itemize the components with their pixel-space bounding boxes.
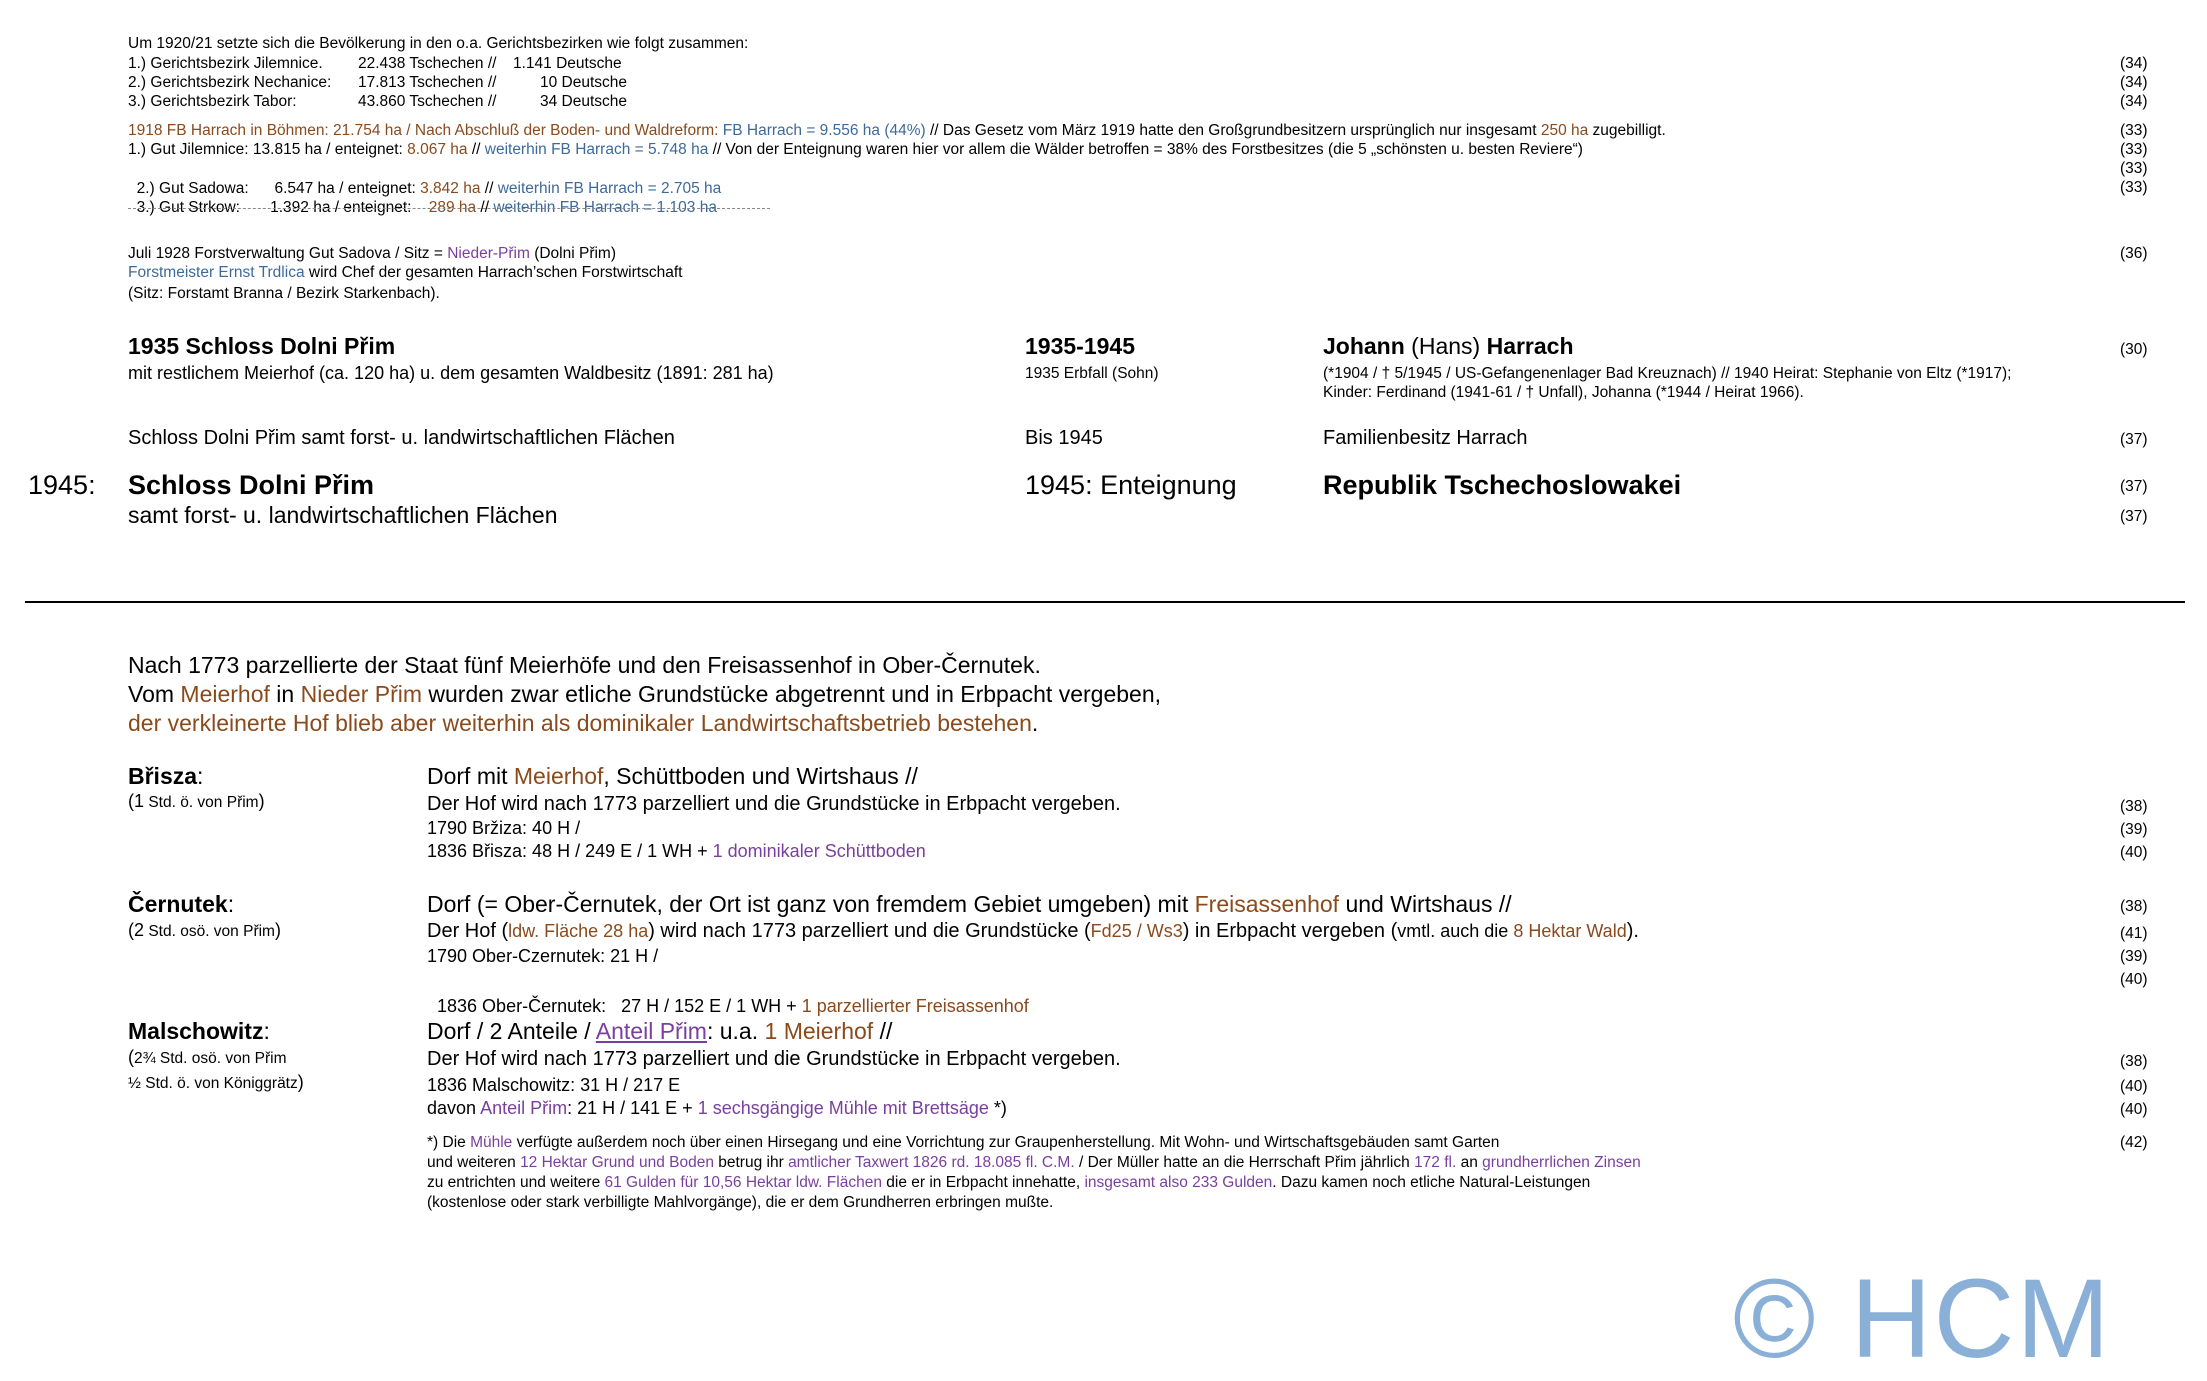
- years-1935-1945: 1935-1945: [1025, 333, 1135, 359]
- row3-event: 1945: Enteignung: [1025, 470, 1237, 500]
- ref: (38): [2120, 798, 2148, 815]
- ref: (39): [2120, 821, 2148, 838]
- fb-line: 1918 FB Harrach in Böhmen: 21.754 ha / Nach Abschluß der Boden- und Waldreform: FB Harrach = 9.556 ha (44%) // Das Gesetz vom März 1919 hatte den Großgrundbesitzern ursprünglich nur insgesamt 250 ha zugebilligt.: [128, 122, 1666, 139]
- horizontal-divider: [25, 601, 2185, 603]
- brisza-line-4: 1836 Břisza: 48 H / 249 E / 1 WH + 1 dominikaler Schüttboden: [427, 841, 926, 861]
- pop-row-3: [128, 92, 628, 112]
- cernutek-headline: Dorf (= Ober-Černutek, der Ort ist ganz von fremdem Gebiet umgeben) mit Freisassenhof und Wirtshaus //: [427, 891, 1512, 917]
- pop-deutsche: 34 Deutsche: [540, 93, 628, 110]
- gut-row-3: 3.) Gut Strkow: 1.392 ha / enteignet: 289 ha // weiterhin FB Harrach = 1.103 ha: [136, 198, 717, 216]
- gut-row-2: 2.) Gut Sadowa: 6.547 ha / enteignet: 3.842 ha // weiterhin FB Harrach = 2.705 ha: [136, 179, 722, 197]
- cernutek-distance: (2 Std. osö. von Přim): [128, 920, 281, 940]
- cernutek-line-2: Der Hof (ldw. Fläche 28 ha) wird nach 1773 parzelliert und die Grundstücke (Fd25 / Ws3) in Erbpacht vergeben (vmtl. auch die 8 Hektar Wald).: [427, 920, 1639, 942]
- place-cernutek: Černutek:: [128, 891, 235, 917]
- row3-property: Schloss Dolni Přim: [128, 470, 375, 500]
- ref: (33): [2120, 179, 2148, 196]
- brisza-distance: (1 Std. ö. von Přim): [128, 791, 265, 811]
- ref: (34): [2120, 55, 2148, 72]
- row2-property: Schloss Dolni Přim samt forst- u. landwirtschaftlichen Flächen: [128, 427, 675, 449]
- cernutek-line-3: 1790 Ober-Czernutek: 21 H /: [427, 946, 659, 966]
- erbfall: 1935 Erbfall (Sohn): [1025, 365, 1159, 382]
- ref: (40): [2120, 844, 2148, 861]
- ref: (37): [2120, 508, 2148, 525]
- malsch-line-4: davon Anteil Přim: 21 H / 141 E + 1 sechsgängige Mühle mit Brettsäge *): [427, 1098, 1007, 1118]
- ref: (38): [2120, 1053, 2148, 1070]
- year-1945: 1945:: [28, 470, 96, 500]
- juli-line-2: Forstmeister Ernst Trdlica wird Chef der gesamten Harrach’schen Forstwirtschaft: [128, 264, 683, 281]
- owner-name: Johann (Hans) Harrach: [1323, 333, 1574, 359]
- gut-row-1: 1.) Gut Jilemnice: 13.815 ha / enteignet: 8.067 ha // weiterhin FB Harrach = 5.748 ha // Von der Enteignung waren hier vor allem die Wälder betroffen = 38% des Forstbesitzes (die 5 „schönsten u. besten Reviere“): [128, 141, 1583, 158]
- ref: (30): [2120, 341, 2148, 358]
- juli-line-1: Juli 1928 Forstverwaltung Gut Sadova / Sitz = Nieder-Přim (Dolni Přim): [128, 245, 617, 262]
- ref: (37): [2120, 478, 2148, 495]
- brisza-line-2: Der Hof wird nach 1773 parzelliert und die Grundstücke in Erbpacht vergeben.: [427, 793, 1121, 815]
- pop-row-1: [128, 54, 622, 74]
- section-title-1935: 1935 Schloss Dolni Přim: [128, 333, 396, 359]
- pop-name: 1.) Gerichtsbezirk Jilemnice.: [128, 55, 323, 72]
- row2-owner: Familienbesitz Harrach: [1323, 427, 1528, 449]
- ref: (34): [2120, 74, 2148, 91]
- pop-name: 3.) Gerichtsbezirk Tabor:: [128, 93, 297, 110]
- ref: (40): [2120, 1101, 2148, 1118]
- pop-row-2: [128, 73, 628, 93]
- nach-line-3: der verkleinerte Hof blieb aber weiterhin als dominikaler Landwirtschaftsbetrieb bestehen.: [128, 710, 1039, 736]
- ref: (33): [2120, 160, 2148, 177]
- malsch-line-2: Der Hof wird nach 1773 parzelliert und die Grundstücke in Erbpacht vergeben.: [427, 1048, 1121, 1070]
- row2-period: Bis 1945: [1025, 427, 1103, 449]
- place-brisza: Břisza:: [128, 763, 204, 789]
- row3-sub: samt forst- u. landwirtschaftlichen Flächen: [128, 502, 558, 528]
- note-line-2: und weiteren 12 Hektar Grund und Boden betrug ihr amtlicher Taxwert 1826 rd. 18.085 fl. C.M. / Der Müller hatte an die Herrschaft Přim jährlich 172 fl. an grundherrlichen Zinsen: [427, 1154, 1641, 1171]
- malsch-distance-1: (2¾ Std. osö. von Přim: [128, 1047, 287, 1067]
- pop-name: 2.) Gerichtsbezirk Nechanice:: [128, 74, 332, 91]
- pop-deutsche: 1.141 Deutsche: [513, 55, 622, 72]
- owner-bio-2: Kinder: Ferdinand (1941-61 / † Unfall), Johanna (*1944 / Heirat 1966).: [1323, 384, 1804, 401]
- ref: (33): [2120, 141, 2148, 158]
- anteil-prim-link[interactable]: Anteil Přim: [595, 1018, 707, 1044]
- pop-tschechen: 43.860 Tschechen //: [358, 93, 497, 110]
- intro-text: Um 1920/21 setzte sich die Bevölkerung in den o.a. Gerichtsbezirken wie folgt zusammen:: [128, 35, 749, 52]
- ref: (42): [2120, 1134, 2148, 1151]
- copyright-watermark: © HCM: [1733, 1256, 2112, 1381]
- owner-bio-1: (*1904 / † 5/1945 / US-Gefangenenlager Bad Kreuznach) // 1940 Heirat: Stephanie von Eltz (*1917);: [1323, 365, 2012, 382]
- brisza-line-3: 1790 Bržiza: 40 H /: [427, 818, 581, 838]
- pop-tschechen: 22.438 Tschechen //: [358, 55, 497, 72]
- malsch-headline: Dorf / 2 Anteile / Anteil Přim: u.a. 1 Meierhof //: [427, 1018, 893, 1044]
- ref: (38): [2120, 898, 2148, 915]
- ref: (34): [2120, 93, 2148, 110]
- note-line-4: (kostenlose oder stark verbilligte Mahlvorgänge), die er dem Grundherren erbringen mußte.: [427, 1194, 1054, 1211]
- malsch-line-3: 1836 Malschowitz: 31 H / 217 E: [427, 1075, 681, 1095]
- pop-tschechen: 17.813 Tschechen //: [358, 74, 497, 91]
- malsch-distance-2: ½ Std. ö. von Königgrätz): [128, 1072, 304, 1092]
- ref: (37): [2120, 431, 2148, 448]
- juli-line-3: (Sitz: Forstamt Branna / Bezirk Starkenbach).: [128, 285, 440, 302]
- note-line-1: *) Die Mühle verfügte außerdem noch über einen Hirsegang und eine Vorrichtung zur Graupenherstellung. Mit Wohn- und Wirtschaftsgebäuden samt Garten: [427, 1134, 1500, 1151]
- ref: (41): [2120, 925, 2148, 942]
- ref: (40): [2120, 1078, 2148, 1095]
- ref: (39): [2120, 948, 2148, 965]
- brisza-headline: Dorf mit Meierhof, Schüttboden und Wirtshaus //: [427, 763, 918, 789]
- nach-line-1: Nach 1773 parzellierte der Staat fünf Meierhöfe und den Freisassenhof in Ober-Černutek.: [128, 652, 1041, 678]
- section-sub-1935: mit restlichem Meierhof (ca. 120 ha) u. dem gesamten Waldbesitz (1891: 281 ha): [128, 363, 774, 383]
- ref: (36): [2120, 245, 2148, 262]
- place-malschowitz: Malschowitz:: [128, 1018, 270, 1044]
- nach-line-2: Vom Meierhof in Nieder Přim wurden zwar etliche Grundstücke abgetrennt und in Erbpacht vergeben,: [128, 681, 1162, 707]
- ref: (40): [2120, 971, 2148, 988]
- cernutek-line-4: 1836 Ober-Černutek: 27 H / 152 E / 1 WH + 1 parzellierter Freisassenhof: [437, 996, 1029, 1016]
- pop-deutsche: 10 Deutsche: [540, 74, 628, 91]
- ref: (33): [2120, 122, 2148, 139]
- note-line-3: zu entrichten und weitere 61 Gulden für 10,56 Hektar ldw. Flächen die er in Erbpacht innehatte, insgesamt also 233 Gulden. Dazu kamen noch etliche Natural-Leistungen: [427, 1174, 1591, 1191]
- dashed-divider: [128, 208, 770, 209]
- row3-owner: Republik Tschechoslowakei: [1323, 470, 1682, 500]
